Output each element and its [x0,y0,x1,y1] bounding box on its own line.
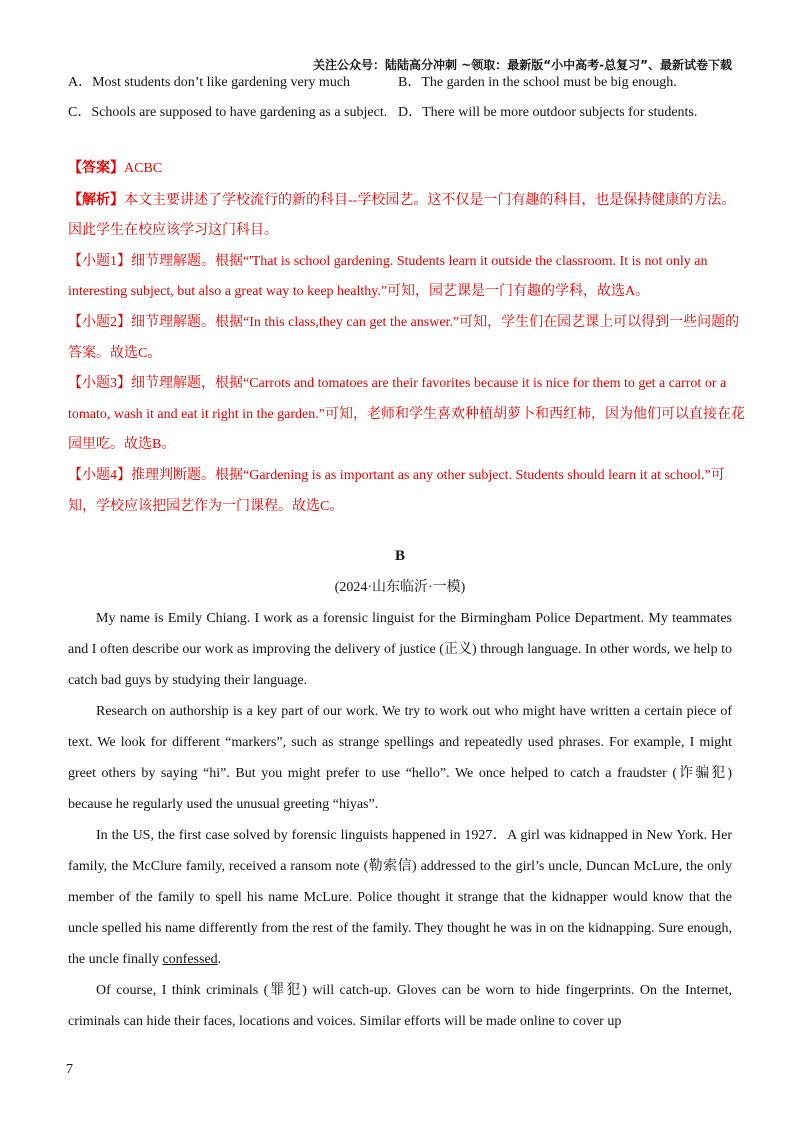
option-b: B．The garden in the school must be big enough. [398,75,677,90]
section-letter: B [394,548,405,564]
question-1-analysis: 【小题1】细节理解题。根据“'That is school gardening. Students learn it outside the classroom. It is not only an interesting subject, but also a great way to keep healthy.”可知，园艺课是一门有趣的学科，故选A。 [68,253,708,300]
question-3-analysis: 【小题3】细节理解题，根据“Carrots and tomatoes are their favorites because it is nice for them to get a carrot or a tomato, wash it and eat it right in the garden.”可知，老师和学生喜欢种植胡萝卜和西红柿，因为他们可以直接在花园里吃。故选B。 [68,376,745,453]
passage-paragraph-2: Research on authorship is a key part of our work. We try to work out who might have written a certain piece of text. We look for different “markers”, such as strange spellings and repeatedly used phrases. For example, I might greet others by saying “hi”. But you might prefer to use “hello”. We once helped to catch a fraudster (诈骗犯) because he regularly used the unusual greeting “hiyas”. [68,704,732,812]
passage-paragraph-1: My name is Emily Chiang. I work as a forensic linguist for the Birmingham Police Department. My teammates and I often describe our work as improving the delivery of justice (正义) through language. In other words, we help to catch bad guys by studying their language. [68,611,732,688]
answer-tag: 【答案】 [68,160,124,176]
answer-value: ACBC [124,161,163,176]
paragraph-3-end: . [217,952,222,967]
option-d: D．There will be more outdoor subjects for students. [398,105,698,120]
options-row-2 [68,102,748,132]
options-row-1 [68,72,748,102]
analysis-tag: 【解析】 [68,191,124,208]
underlined-word: confessed [162,952,218,967]
section-source: (2024·山东临沂·一模) [334,580,466,595]
analysis-text: 本文主要讲述了学校流行的新的科目--学校园艺。这不仅是一门有趣的科目，也是保持健康的方法。因此学生在校应该学习这门科目。 [68,192,736,239]
paragraph-3-text: In the US, the first case solved by forensic linguists happened in 1927．A girl was kidnapped in New York. Her family, the McClure family, received a ransom note (勒索信) addressed to the girl’s uncle, Duncan McLure, the only member of the family to spell his name McLure. Police thought it strange that the kidnapper would know that the uncle spelled his name differently from the rest of the family. They thought he was in on the kidnapping. Sure enough, the uncle finally [68,828,732,967]
answer-block [68,153,748,522]
header-note: 关注公众号：陆陆高分冲刺 ~领取：最新版“小中高考-总复习”、最新试卷下载 [313,58,732,72]
analysis-line [68,185,748,247]
passage-paragraph-3 [68,820,732,975]
option-a: A．Most students don’t like gardening very much [68,75,351,90]
question-4-analysis: 【小题4】推理判断题。根据“Gardening is as important as any other subject. Students should learn it at school.”可知，学校应该把园艺作为一门课程。故选C。 [68,467,725,514]
question-2-analysis: 【小题2】细节理解题。根据“In this class,they can get the answer.”可知，学生们在园艺课上可以得到一些问题的答案。故选C。 [68,314,740,361]
passage-paragraph-4: Of course, I think criminals (罪犯) will catch-up. Gloves can be worn to hide fingerprints. On the Internet, criminals can hide their faces, locations and voices. Similar efforts will be made online to cover up [68,983,732,1029]
answer-line [68,153,748,185]
answer-options [68,72,748,132]
reading-passage [68,603,732,1037]
option-c: C．Schools are supposed to have gardening as a subject. [68,105,388,120]
page-number: 7 [66,1062,73,1077]
